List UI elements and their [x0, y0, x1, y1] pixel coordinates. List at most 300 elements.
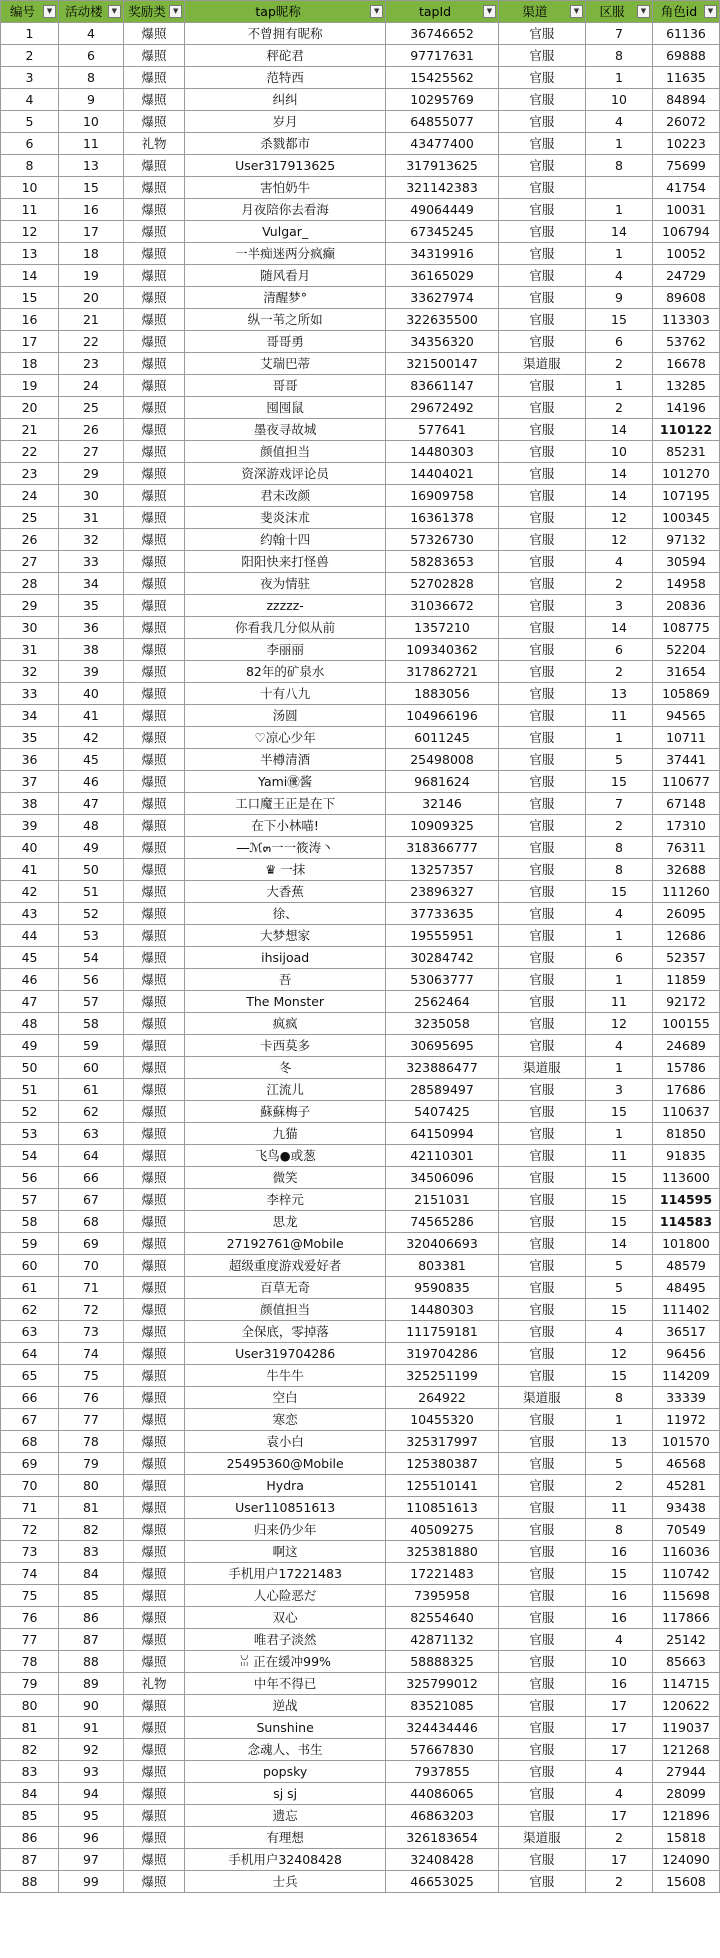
cell-server[interactable]: 12	[585, 529, 652, 551]
cell-channel[interactable]: 官服	[498, 881, 585, 903]
cell-id[interactable]: 73	[1, 1541, 59, 1563]
cell-tapid[interactable]: 7937855	[386, 1761, 499, 1783]
cell-id[interactable]: 54	[1, 1145, 59, 1167]
cell-channel[interactable]: 官服	[498, 859, 585, 881]
cell-tapid[interactable]: 320406693	[386, 1233, 499, 1255]
cell-reward[interactable]: 爆照	[123, 661, 184, 683]
cell-tapid[interactable]: 52702828	[386, 573, 499, 595]
cell-tapid[interactable]: 28589497	[386, 1079, 499, 1101]
cell-id[interactable]: 43	[1, 903, 59, 925]
cell-nickname[interactable]: 徐、	[185, 903, 386, 925]
cell-tapid[interactable]: 321142383	[386, 177, 499, 199]
dropdown-filter-icon[interactable]: ▼	[483, 5, 496, 18]
cell-id[interactable]: 21	[1, 419, 59, 441]
cell-channel[interactable]: 官服	[498, 683, 585, 705]
cell-id[interactable]: 35	[1, 727, 59, 749]
cell-tapid[interactable]: 16909758	[386, 485, 499, 507]
cell-id[interactable]: 48	[1, 1013, 59, 1035]
cell-nickname[interactable]: User110851613	[185, 1497, 386, 1519]
cell-server[interactable]: 8	[585, 155, 652, 177]
cell-nickname[interactable]: 手机用户32408428	[185, 1849, 386, 1871]
cell-channel[interactable]: 官服	[498, 595, 585, 617]
cell-nickname[interactable]: 中年不得已	[185, 1673, 386, 1695]
cell-server[interactable]: 4	[585, 1761, 652, 1783]
cell-role-id[interactable]: 105869	[652, 683, 719, 705]
cell-role-id[interactable]: 11972	[652, 1409, 719, 1431]
cell-id[interactable]: 37	[1, 771, 59, 793]
cell-reward[interactable]: 爆照	[123, 749, 184, 771]
cell-floor[interactable]: 36	[59, 617, 124, 639]
cell-id[interactable]: 22	[1, 441, 59, 463]
cell-channel[interactable]: 官服	[498, 507, 585, 529]
cell-server[interactable]: 4	[585, 551, 652, 573]
cell-tapid[interactable]: 324434446	[386, 1717, 499, 1739]
cell-nickname[interactable]: 江流儿	[185, 1079, 386, 1101]
cell-role-id[interactable]: 17310	[652, 815, 719, 837]
cell-tapid[interactable]: 109340362	[386, 639, 499, 661]
cell-role-id[interactable]: 120622	[652, 1695, 719, 1717]
cell-role-id[interactable]: 92172	[652, 991, 719, 1013]
cell-tapid[interactable]: 14480303	[386, 441, 499, 463]
cell-id[interactable]: 38	[1, 793, 59, 815]
cell-tapid[interactable]: 325799012	[386, 1673, 499, 1695]
cell-floor[interactable]: 61	[59, 1079, 124, 1101]
cell-nickname[interactable]: 27192761@Mobile	[185, 1233, 386, 1255]
cell-floor[interactable]: 49	[59, 837, 124, 859]
cell-nickname[interactable]: 在下小林喵!	[185, 815, 386, 837]
cell-channel[interactable]: 官服	[498, 1673, 585, 1695]
cell-nickname[interactable]: 手机用户17221483	[185, 1563, 386, 1585]
cell-floor[interactable]: 8	[59, 67, 124, 89]
cell-floor[interactable]: 39	[59, 661, 124, 683]
cell-role-id[interactable]: 36517	[652, 1321, 719, 1343]
cell-server[interactable]: 2	[585, 1827, 652, 1849]
cell-tapid[interactable]: 33627974	[386, 287, 499, 309]
cell-nickname[interactable]: 卡西莫多	[185, 1035, 386, 1057]
cell-nickname[interactable]: 牛牛牛	[185, 1365, 386, 1387]
cell-reward[interactable]: 爆照	[123, 265, 184, 287]
cell-role-id[interactable]: 46568	[652, 1453, 719, 1475]
cell-role-id[interactable]: 114209	[652, 1365, 719, 1387]
cell-server[interactable]: 2	[585, 1475, 652, 1497]
cell-tapid[interactable]: 110851613	[386, 1497, 499, 1519]
cell-channel[interactable]: 官服	[498, 221, 585, 243]
cell-nickname[interactable]: 大香蕉	[185, 881, 386, 903]
cell-id[interactable]: 29	[1, 595, 59, 617]
cell-tapid[interactable]: 37733635	[386, 903, 499, 925]
cell-channel[interactable]: 官服	[498, 925, 585, 947]
cell-tapid[interactable]: 97717631	[386, 45, 499, 67]
cell-server[interactable]: 4	[585, 1035, 652, 1057]
cell-reward[interactable]: 爆照	[123, 639, 184, 661]
cell-role-id[interactable]: 110742	[652, 1563, 719, 1585]
cell-reward[interactable]: 爆照	[123, 1695, 184, 1717]
cell-floor[interactable]: 60	[59, 1057, 124, 1079]
cell-reward[interactable]: 爆照	[123, 1871, 184, 1893]
sort-filter-icon[interactable]: ▼	[108, 5, 121, 18]
cell-floor[interactable]: 20	[59, 287, 124, 309]
cell-channel[interactable]: 官服	[498, 1189, 585, 1211]
cell-nickname[interactable]: 微笑	[185, 1167, 386, 1189]
cell-nickname[interactable]: 空白	[185, 1387, 386, 1409]
cell-id[interactable]: 39	[1, 815, 59, 837]
cell-role-id[interactable]: 20836	[652, 595, 719, 617]
cell-floor[interactable]: 94	[59, 1783, 124, 1805]
cell-floor[interactable]: 82	[59, 1519, 124, 1541]
cell-tapid[interactable]: 9681624	[386, 771, 499, 793]
cell-channel[interactable]: 官服	[498, 1783, 585, 1805]
cell-tapid[interactable]: 30695695	[386, 1035, 499, 1057]
cell-floor[interactable]: 89	[59, 1673, 124, 1695]
cell-reward[interactable]: 爆照	[123, 309, 184, 331]
cell-nickname[interactable]: 袁小白	[185, 1431, 386, 1453]
cell-nickname[interactable]: Yami㊝酱	[185, 771, 386, 793]
cell-floor[interactable]: 41	[59, 705, 124, 727]
cell-reward[interactable]: 爆照	[123, 67, 184, 89]
header-cell-server[interactable]	[585, 1, 652, 23]
cell-tapid[interactable]: 42110301	[386, 1145, 499, 1167]
cell-server[interactable]: 2	[585, 397, 652, 419]
cell-reward[interactable]: 爆照	[123, 507, 184, 529]
cell-tapid[interactable]: 34356320	[386, 331, 499, 353]
cell-role-id[interactable]: 108775	[652, 617, 719, 639]
cell-tapid[interactable]: 49064449	[386, 199, 499, 221]
dropdown-filter-icon[interactable]: ▼	[570, 5, 583, 18]
cell-floor[interactable]: 10	[59, 111, 124, 133]
cell-id[interactable]: 87	[1, 1849, 59, 1871]
cell-tapid[interactable]: 57326730	[386, 529, 499, 551]
cell-floor[interactable]: 95	[59, 1805, 124, 1827]
cell-server[interactable]: 14	[585, 1233, 652, 1255]
cell-role-id[interactable]: 25142	[652, 1629, 719, 1651]
cell-reward[interactable]: 礼物	[123, 133, 184, 155]
cell-nickname[interactable]: 有理想	[185, 1827, 386, 1849]
cell-role-id[interactable]: 61136	[652, 23, 719, 45]
cell-role-id[interactable]: 12686	[652, 925, 719, 947]
cell-channel[interactable]: 官服	[498, 1277, 585, 1299]
cell-server[interactable]: 1	[585, 243, 652, 265]
cell-role-id[interactable]: 52357	[652, 947, 719, 969]
cell-nickname[interactable]: 君未改颜	[185, 485, 386, 507]
cell-nickname[interactable]: 人心险恶だ	[185, 1585, 386, 1607]
cell-role-id[interactable]: 16678	[652, 353, 719, 375]
cell-tapid[interactable]: 36165029	[386, 265, 499, 287]
cell-nickname[interactable]: 哥哥	[185, 375, 386, 397]
cell-role-id[interactable]: 26072	[652, 111, 719, 133]
cell-reward[interactable]: 爆照	[123, 1629, 184, 1651]
cell-server[interactable]: 17	[585, 1739, 652, 1761]
cell-role-id[interactable]: 101800	[652, 1233, 719, 1255]
cell-tapid[interactable]: 10295769	[386, 89, 499, 111]
cell-nickname[interactable]: 啊这	[185, 1541, 386, 1563]
cell-reward[interactable]: 爆照	[123, 243, 184, 265]
cell-nickname[interactable]: 百草无奇	[185, 1277, 386, 1299]
cell-tapid[interactable]: 577641	[386, 419, 499, 441]
cell-reward[interactable]: 爆照	[123, 1145, 184, 1167]
cell-tapid[interactable]: 264922	[386, 1387, 499, 1409]
cell-role-id[interactable]: 24689	[652, 1035, 719, 1057]
cell-server[interactable]: 11	[585, 1145, 652, 1167]
cell-role-id[interactable]: 32688	[652, 859, 719, 881]
cell-channel[interactable]: 官服	[498, 727, 585, 749]
cell-floor[interactable]: 31	[59, 507, 124, 529]
cell-server[interactable]: 6	[585, 331, 652, 353]
cell-tapid[interactable]: 16361378	[386, 507, 499, 529]
cell-id[interactable]: 70	[1, 1475, 59, 1497]
cell-role-id[interactable]: 84894	[652, 89, 719, 111]
cell-role-id[interactable]: 106794	[652, 221, 719, 243]
header-cell-reward[interactable]	[123, 1, 184, 23]
cell-floor[interactable]: 47	[59, 793, 124, 815]
cell-role-id[interactable]: 69888	[652, 45, 719, 67]
cell-id[interactable]: 51	[1, 1079, 59, 1101]
cell-role-id[interactable]: 111402	[652, 1299, 719, 1321]
cell-channel[interactable]: 官服	[498, 1211, 585, 1233]
cell-nickname[interactable]: 哥哥勇	[185, 331, 386, 353]
cell-reward[interactable]: 爆照	[123, 771, 184, 793]
cell-channel[interactable]: 官服	[498, 639, 585, 661]
cell-channel[interactable]: 渠道服	[498, 1827, 585, 1849]
dropdown-filter-icon[interactable]: ▼	[43, 5, 56, 18]
cell-nickname[interactable]: 墨夜寻故城	[185, 419, 386, 441]
cell-role-id[interactable]: 100345	[652, 507, 719, 529]
cell-channel[interactable]: 官服	[498, 265, 585, 287]
cell-role-id[interactable]: 96456	[652, 1343, 719, 1365]
cell-floor[interactable]: 68	[59, 1211, 124, 1233]
cell-floor[interactable]: 53	[59, 925, 124, 947]
cell-id[interactable]: 52	[1, 1101, 59, 1123]
cell-reward[interactable]: 爆照	[123, 1101, 184, 1123]
cell-server[interactable]: 17	[585, 1717, 652, 1739]
cell-role-id[interactable]: 28099	[652, 1783, 719, 1805]
cell-tapid[interactable]: 64150994	[386, 1123, 499, 1145]
cell-floor[interactable]: 32	[59, 529, 124, 551]
cell-nickname[interactable]: 秤砣君	[185, 45, 386, 67]
cell-reward[interactable]: 爆照	[123, 837, 184, 859]
cell-reward[interactable]: 爆照	[123, 375, 184, 397]
cell-nickname[interactable]: sj sj	[185, 1783, 386, 1805]
cell-nickname[interactable]: 资深游戏评论员	[185, 463, 386, 485]
cell-role-id[interactable]: 117866	[652, 1607, 719, 1629]
cell-id[interactable]: 34	[1, 705, 59, 727]
cell-nickname[interactable]: ⎯⎯ℳ๓一一筱涛丶	[185, 837, 386, 859]
cell-server[interactable]: 15	[585, 1189, 652, 1211]
cell-nickname[interactable]: 十有八九	[185, 683, 386, 705]
cell-role-id[interactable]: 110122	[652, 419, 719, 441]
cell-nickname[interactable]: 月夜陪你去看海	[185, 199, 386, 221]
cell-reward[interactable]: 爆照	[123, 1123, 184, 1145]
cell-floor[interactable]: 21	[59, 309, 124, 331]
cell-role-id[interactable]: 81850	[652, 1123, 719, 1145]
cell-id[interactable]: 88	[1, 1871, 59, 1893]
cell-id[interactable]: 1	[1, 23, 59, 45]
cell-reward[interactable]: 爆照	[123, 1057, 184, 1079]
cell-server[interactable]: 1	[585, 375, 652, 397]
cell-channel[interactable]: 官服	[498, 177, 585, 199]
cell-role-id[interactable]: 85231	[652, 441, 719, 463]
cell-channel[interactable]: 官服	[498, 375, 585, 397]
cell-channel[interactable]: 官服	[498, 1739, 585, 1761]
cell-id[interactable]: 71	[1, 1497, 59, 1519]
cell-reward[interactable]: 爆照	[123, 331, 184, 353]
cell-server[interactable]: 4	[585, 1321, 652, 1343]
cell-reward[interactable]: 爆照	[123, 1211, 184, 1233]
cell-role-id[interactable]: 91835	[652, 1145, 719, 1167]
cell-channel[interactable]: 官服	[498, 1299, 585, 1321]
cell-id[interactable]: 13	[1, 243, 59, 265]
cell-floor[interactable]: 88	[59, 1651, 124, 1673]
cell-tapid[interactable]: 6011245	[386, 727, 499, 749]
cell-server[interactable]: 5	[585, 749, 652, 771]
cell-floor[interactable]: 24	[59, 375, 124, 397]
cell-reward[interactable]: 爆照	[123, 1387, 184, 1409]
cell-role-id[interactable]: 110677	[652, 771, 719, 793]
cell-server[interactable]: 9	[585, 287, 652, 309]
cell-floor[interactable]: 33	[59, 551, 124, 573]
cell-role-id[interactable]: 30594	[652, 551, 719, 573]
cell-tapid[interactable]: 53063777	[386, 969, 499, 991]
cell-reward[interactable]: 爆照	[123, 287, 184, 309]
cell-server[interactable]: 8	[585, 1519, 652, 1541]
cell-server[interactable]: 10	[585, 89, 652, 111]
cell-tapid[interactable]: 67345245	[386, 221, 499, 243]
cell-floor[interactable]: 63	[59, 1123, 124, 1145]
cell-id[interactable]: 75	[1, 1585, 59, 1607]
cell-reward[interactable]: 爆照	[123, 1849, 184, 1871]
cell-floor[interactable]: 11	[59, 133, 124, 155]
cell-floor[interactable]: 71	[59, 1277, 124, 1299]
cell-nickname[interactable]: 随风看月	[185, 265, 386, 287]
cell-server[interactable]: 1	[585, 133, 652, 155]
cell-server[interactable]: 15	[585, 1299, 652, 1321]
cell-floor[interactable]: 16	[59, 199, 124, 221]
cell-tapid[interactable]: 74565286	[386, 1211, 499, 1233]
cell-tapid[interactable]: 319704286	[386, 1343, 499, 1365]
cell-role-id[interactable]: 94565	[652, 705, 719, 727]
cell-tapid[interactable]: 30284742	[386, 947, 499, 969]
cell-id[interactable]: 62	[1, 1299, 59, 1321]
cell-channel[interactable]: 官服	[498, 837, 585, 859]
cell-nickname[interactable]: 九猫	[185, 1123, 386, 1145]
cell-nickname[interactable]: 寒恋	[185, 1409, 386, 1431]
cell-role-id[interactable]: 113600	[652, 1167, 719, 1189]
cell-role-id[interactable]: 26095	[652, 903, 719, 925]
cell-role-id[interactable]: 119037	[652, 1717, 719, 1739]
cell-reward[interactable]: 爆照	[123, 199, 184, 221]
cell-channel[interactable]: 官服	[498, 793, 585, 815]
cell-nickname[interactable]: 纠纠	[185, 89, 386, 111]
cell-floor[interactable]: 83	[59, 1541, 124, 1563]
cell-server[interactable]: 2	[585, 353, 652, 375]
cell-tapid[interactable]: 803381	[386, 1255, 499, 1277]
cell-id[interactable]: 60	[1, 1255, 59, 1277]
cell-reward[interactable]: 爆照	[123, 419, 184, 441]
cell-server[interactable]: 11	[585, 991, 652, 1013]
cell-server[interactable]: 1	[585, 969, 652, 991]
cell-server[interactable]: 14	[585, 463, 652, 485]
cell-role-id[interactable]: 111260	[652, 881, 719, 903]
header-cell-nickname[interactable]	[185, 1, 386, 23]
cell-nickname[interactable]: 杀戮都市	[185, 133, 386, 155]
cell-floor[interactable]: 17	[59, 221, 124, 243]
cell-floor[interactable]: 22	[59, 331, 124, 353]
cell-id[interactable]: 14	[1, 265, 59, 287]
cell-id[interactable]: 41	[1, 859, 59, 881]
cell-reward[interactable]: 爆照	[123, 1717, 184, 1739]
cell-tapid[interactable]: 321500147	[386, 353, 499, 375]
cell-tapid[interactable]: 29672492	[386, 397, 499, 419]
cell-server[interactable]: 1	[585, 1057, 652, 1079]
cell-nickname[interactable]: 思龙	[185, 1211, 386, 1233]
cell-tapid[interactable]: 40509275	[386, 1519, 499, 1541]
cell-tapid[interactable]: 13257357	[386, 859, 499, 881]
cell-floor[interactable]: 90	[59, 1695, 124, 1717]
cell-tapid[interactable]: 58888325	[386, 1651, 499, 1673]
cell-floor[interactable]: 80	[59, 1475, 124, 1497]
cell-tapid[interactable]: 43477400	[386, 133, 499, 155]
cell-reward[interactable]: 爆照	[123, 705, 184, 727]
cell-channel[interactable]: 官服	[498, 1871, 585, 1893]
cell-nickname[interactable]: 夜为情驻	[185, 573, 386, 595]
cell-reward[interactable]: 爆照	[123, 1783, 184, 1805]
cell-reward[interactable]: 爆照	[123, 1519, 184, 1541]
cell-nickname[interactable]: Sunshine	[185, 1717, 386, 1739]
cell-role-id[interactable]: 114715	[652, 1673, 719, 1695]
cell-reward[interactable]: 爆照	[123, 727, 184, 749]
cell-channel[interactable]: 官服	[498, 771, 585, 793]
cell-role-id[interactable]: 27944	[652, 1761, 719, 1783]
cell-floor[interactable]: 70	[59, 1255, 124, 1277]
cell-nickname[interactable]: zzzzz-	[185, 595, 386, 617]
cell-nickname[interactable]: 约翰十四	[185, 529, 386, 551]
cell-server[interactable]: 1	[585, 199, 652, 221]
cell-reward[interactable]: 爆照	[123, 573, 184, 595]
cell-nickname[interactable]: 纵一苇之所如	[185, 309, 386, 331]
cell-channel[interactable]: 官服	[498, 463, 585, 485]
cell-reward[interactable]: 爆照	[123, 1277, 184, 1299]
cell-channel[interactable]: 官服	[498, 287, 585, 309]
cell-nickname[interactable]: 半樽清酒	[185, 749, 386, 771]
cell-channel[interactable]: 官服	[498, 1167, 585, 1189]
cell-channel[interactable]: 官服	[498, 1453, 585, 1475]
cell-reward[interactable]: 爆照	[123, 1079, 184, 1101]
cell-floor[interactable]: 6	[59, 45, 124, 67]
cell-server[interactable]: 8	[585, 1387, 652, 1409]
cell-channel[interactable]: 官服	[498, 1563, 585, 1585]
cell-floor[interactable]: 25	[59, 397, 124, 419]
cell-reward[interactable]: 爆照	[123, 991, 184, 1013]
cell-channel[interactable]: 官服	[498, 111, 585, 133]
cell-tapid[interactable]: 125380387	[386, 1453, 499, 1475]
cell-channel[interactable]: 官服	[498, 1343, 585, 1365]
cell-role-id[interactable]: 114583	[652, 1211, 719, 1233]
cell-server[interactable]: 8	[585, 859, 652, 881]
cell-nickname[interactable]: 82年的矿泉水	[185, 661, 386, 683]
cell-id[interactable]: 82	[1, 1739, 59, 1761]
cell-id[interactable]: 65	[1, 1365, 59, 1387]
cell-role-id[interactable]: 110637	[652, 1101, 719, 1123]
cell-nickname[interactable]: 囤囤鼠	[185, 397, 386, 419]
cell-floor[interactable]: 72	[59, 1299, 124, 1321]
cell-tapid[interactable]: 1883056	[386, 683, 499, 705]
cell-role-id[interactable]: 48579	[652, 1255, 719, 1277]
cell-role-id[interactable]: 33339	[652, 1387, 719, 1409]
cell-id[interactable]: 10	[1, 177, 59, 199]
cell-server[interactable]: 5	[585, 1255, 652, 1277]
dropdown-filter-icon[interactable]: ▼	[704, 5, 717, 18]
cell-server[interactable]: 8	[585, 45, 652, 67]
cell-floor[interactable]: 76	[59, 1387, 124, 1409]
